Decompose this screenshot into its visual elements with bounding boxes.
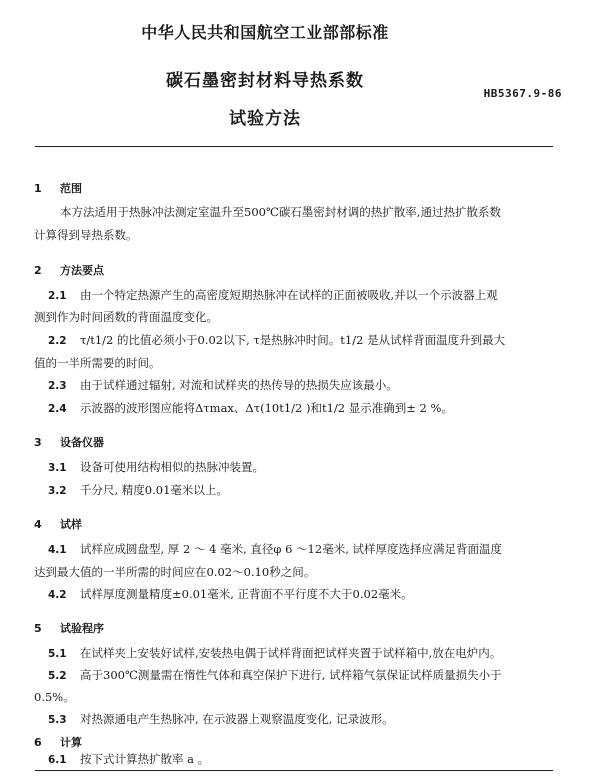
- section-1-paragraph-line2: 计算得到导热系数。: [34, 228, 138, 242]
- item-2-2-line2: 值的一半所需要的时间。: [34, 356, 161, 370]
- section-6-heading: [34, 734, 82, 750]
- item-3-1: [48, 456, 564, 480]
- item-text: 对热源通电产生热脉冲, 在示波器上观察温度变化, 记录波形。: [80, 712, 394, 726]
- item-4-2: [48, 583, 564, 607]
- item-text: 试样应成圆盘型, 厚 2 ～ 4 毫米, 直径φ 6 ～12毫米, 试样厚度选择应满足背面温度: [80, 542, 502, 556]
- document-title-line1: 碳石墨密封材料导热系数: [166, 71, 364, 91]
- section-title: 试验程序: [60, 622, 104, 635]
- item-6-1: [48, 750, 564, 769]
- item-3-2: [48, 479, 564, 503]
- section-title: 范围: [60, 182, 82, 195]
- item-5-2-line2: 0.5%。: [34, 690, 75, 704]
- section-number: 3: [34, 436, 42, 449]
- item-text: 示波器的波形图应能将Δτmax、Δτ(10t1/2 )和t1/2 显示准确到± 2 %。: [80, 401, 453, 415]
- section-5-heading: [34, 620, 104, 636]
- section-title: 设备仪器: [60, 436, 104, 449]
- item-number: 2.1: [48, 290, 67, 302]
- item-text: 由于试样通过辐射, 对流和试样夹的热传导的热损失应该最小。: [80, 378, 398, 392]
- item-4-1-line1: [48, 538, 564, 562]
- paragraph-text: 本方法适用于热脉冲法测定室温升至500℃碳石墨密封材调的热扩散率,通过热扩散系数: [60, 205, 501, 219]
- section-title: 试样: [60, 518, 82, 531]
- section-number: 2: [34, 264, 42, 277]
- section-number: 4: [34, 518, 42, 531]
- document-title-line2: 试验方法: [229, 109, 301, 129]
- item-number: 2.3: [48, 380, 67, 392]
- item-5-1: [48, 642, 564, 666]
- item-number: 4.2: [48, 589, 67, 601]
- item-text: 高于300℃测量需在惰性气体和真空保护下进行, 试样箱气氛保证试样质量损失小于: [80, 668, 502, 682]
- item-text: 试样厚度测量精度±0.01毫米, 正背面不平行度不大于0.02毫米。: [80, 587, 413, 601]
- section-3-heading: [34, 434, 104, 450]
- item-number: 2.4: [48, 403, 67, 415]
- top-divider: [35, 146, 553, 147]
- section-1-paragraph-line1: [34, 201, 564, 224]
- section-title: 计算: [60, 736, 82, 749]
- section-number: 1: [34, 182, 42, 195]
- section-title: 方法要点: [60, 264, 104, 277]
- section-number: 6: [34, 736, 42, 749]
- item-number: 2.2: [48, 335, 67, 347]
- item-number: 5.3: [48, 714, 67, 726]
- item-text: 在试样夹上安装好试样,安装热电偶于试样背面把试样夹置于试样箱中,放在电炉内。: [80, 646, 502, 660]
- item-2-4: [48, 397, 564, 421]
- section-1-heading: [34, 180, 82, 196]
- item-5-2-line1: [48, 664, 564, 688]
- section-2-heading: [34, 262, 104, 278]
- item-text: τ/t1/2 的比值必须小于0.02以下, τ是热脉冲时间。t1/2 是从试样背面温度升到最大: [80, 333, 506, 347]
- item-number: 5.1: [48, 648, 67, 660]
- item-number: 4.1: [48, 544, 67, 556]
- item-text: 由一个特定热源产生的高密度短期热脉冲在试样的正面被吸收,并以一个示波器上观: [80, 288, 498, 302]
- item-number: 3.1: [48, 462, 67, 474]
- item-text: 千分尺, 精度0.01毫米以上。: [80, 483, 228, 497]
- item-2-1-line1: [48, 284, 564, 308]
- item-2-1-line2: 测到作为时间函数的背面温度变化。: [34, 310, 218, 324]
- item-text: 设备可使用结构相似的热脉冲装置。: [80, 460, 264, 474]
- item-4-1-line2: 达到最大值的一半所需的时间应在0.02～0.10秒之间。: [34, 565, 316, 579]
- issuing-organization: 中华人民共和国航空工业部部标准: [141, 23, 389, 42]
- standard-number: HB5367.9-86: [483, 87, 562, 100]
- section-4-heading: [34, 516, 82, 532]
- bottom-divider: [35, 770, 553, 771]
- item-5-3: [48, 708, 564, 732]
- item-2-2-line1: [48, 329, 564, 353]
- item-number: 6.1: [48, 754, 67, 766]
- item-text: 按下式计算热扩散率 a 。: [80, 752, 210, 766]
- item-number: 3.2: [48, 485, 67, 497]
- item-2-3: [48, 374, 564, 398]
- item-number: 5.2: [48, 670, 67, 682]
- section-number: 5: [34, 622, 42, 635]
